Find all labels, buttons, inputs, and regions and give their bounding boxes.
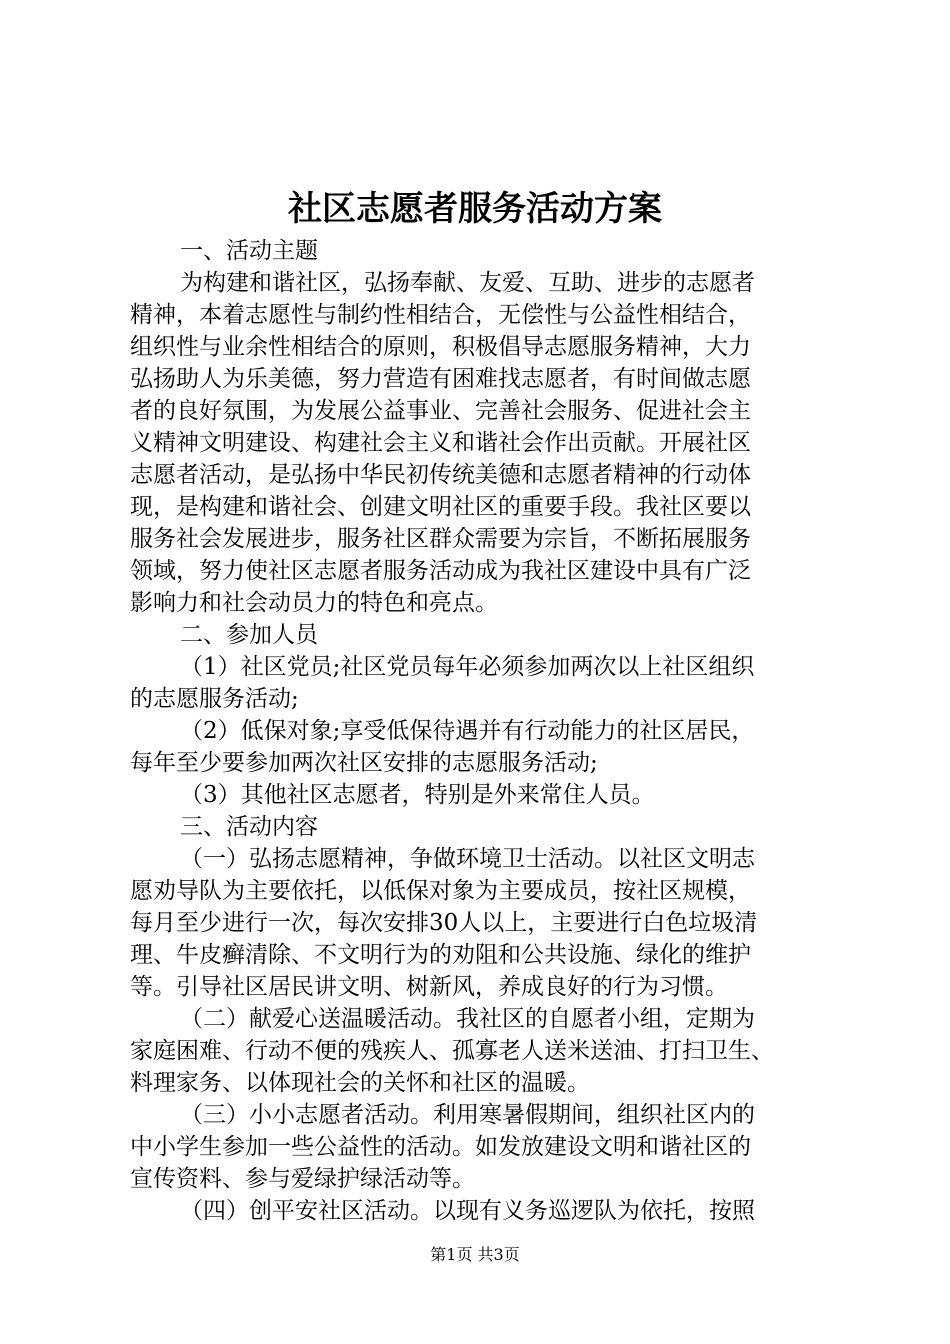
text-line: 组织性与业余性相结合的原则，积极倡导志愿服务精神，大力 bbox=[130, 334, 751, 360]
document-title: 社区志愿者服务活动方案 bbox=[288, 189, 662, 229]
text-line: 现，是构建和谐社会、创建文明社区的重要手段。我社区要以 bbox=[130, 494, 751, 520]
text-line: （二）献爱心送温暖活动。我社区的自愿者小组，定期为 bbox=[180, 1006, 755, 1032]
text-line: （1）社区党员;社区党员每年必须参加两次以上社区组织 bbox=[180, 654, 755, 680]
text-line: 弘扬助人为乐美德，努力营造有困难找志愿者，有时间做志愿 bbox=[130, 366, 751, 392]
text-line: 宣传资料、参与爱绿护绿活动等。 bbox=[130, 1166, 475, 1192]
text-line: （一）弘扬志愿精神，争做环境卫士活动。以社区文明志 bbox=[180, 846, 755, 872]
text-line: 的志愿服务活动; bbox=[130, 686, 299, 712]
text-line: 理、牛皮癣清除、不文明行为的劝阻和公共设施、绿化的维护 bbox=[130, 942, 751, 968]
text-line: 为构建和谐社区，弘扬奉献、友爱、互助、进步的志愿者 bbox=[180, 270, 755, 296]
text-line: 志愿者活动，是弘扬中华民初传统美德和志愿者精神的行动体 bbox=[130, 462, 751, 488]
section-heading-1: 一、活动主题 bbox=[180, 238, 318, 264]
text-line: 料理家务、以体现社会的关怀和社区的温暖。 bbox=[130, 1070, 590, 1096]
text-line: （四）创平安社区活动。以现有义务巡逻队为依托，按照 bbox=[180, 1198, 755, 1224]
page-footer: 第1页 共3页 bbox=[430, 1245, 520, 1264]
text-line: 家庭困难、行动不便的残疾人、孤寡老人送米送油、打扫卫生、 bbox=[130, 1038, 774, 1064]
text-line: 义精神文明建设、构建社会主义和谐社会作出贡献。开展社区 bbox=[130, 430, 751, 456]
section-heading-3: 三、活动内容 bbox=[180, 814, 318, 840]
text-line: 中小学生参加一些公益性的活动。如发放建设文明和谐社区的 bbox=[130, 1134, 751, 1160]
text-line: 每年至少要参加两次社区安排的志愿服务活动; bbox=[130, 750, 598, 776]
text-line: （2）低保对象;享受低保待遇并有行动能力的社区居民， bbox=[180, 718, 755, 744]
text-line: 每月至少进行一次，每次安排30人以上，主要进行白色垃圾清 bbox=[130, 910, 758, 936]
text-line: 服务社会发展进步，服务社区群众需要为宗旨，不断拓展服务 bbox=[130, 526, 751, 552]
text-line: 愿劝导队为主要依托，以低保对象为主要成员，按社区规模， bbox=[130, 878, 751, 904]
text-line: 影响力和社会动员力的特色和亮点。 bbox=[130, 590, 498, 616]
text-line: 领域，努力使社区志愿者服务活动成为我社区建设中具有广泛 bbox=[130, 558, 751, 584]
section-heading-2: 二、参加人员 bbox=[180, 622, 318, 648]
text-line: （三）小小志愿者活动。利用寒暑假期间，组织社区内的 bbox=[180, 1102, 755, 1128]
text-line: 等。引导社区居民讲文明、树新风，养成良好的行为习惯。 bbox=[130, 974, 728, 1000]
text-line: 精神，本着志愿性与制约性相结合，无偿性与公益性相结合， bbox=[130, 302, 751, 328]
text-line: 者的良好氛围，为发展公益事业、完善社会服务、促进社会主 bbox=[130, 398, 751, 424]
text-line: （3）其他社区志愿者，特别是外来常住人员。 bbox=[180, 782, 655, 808]
